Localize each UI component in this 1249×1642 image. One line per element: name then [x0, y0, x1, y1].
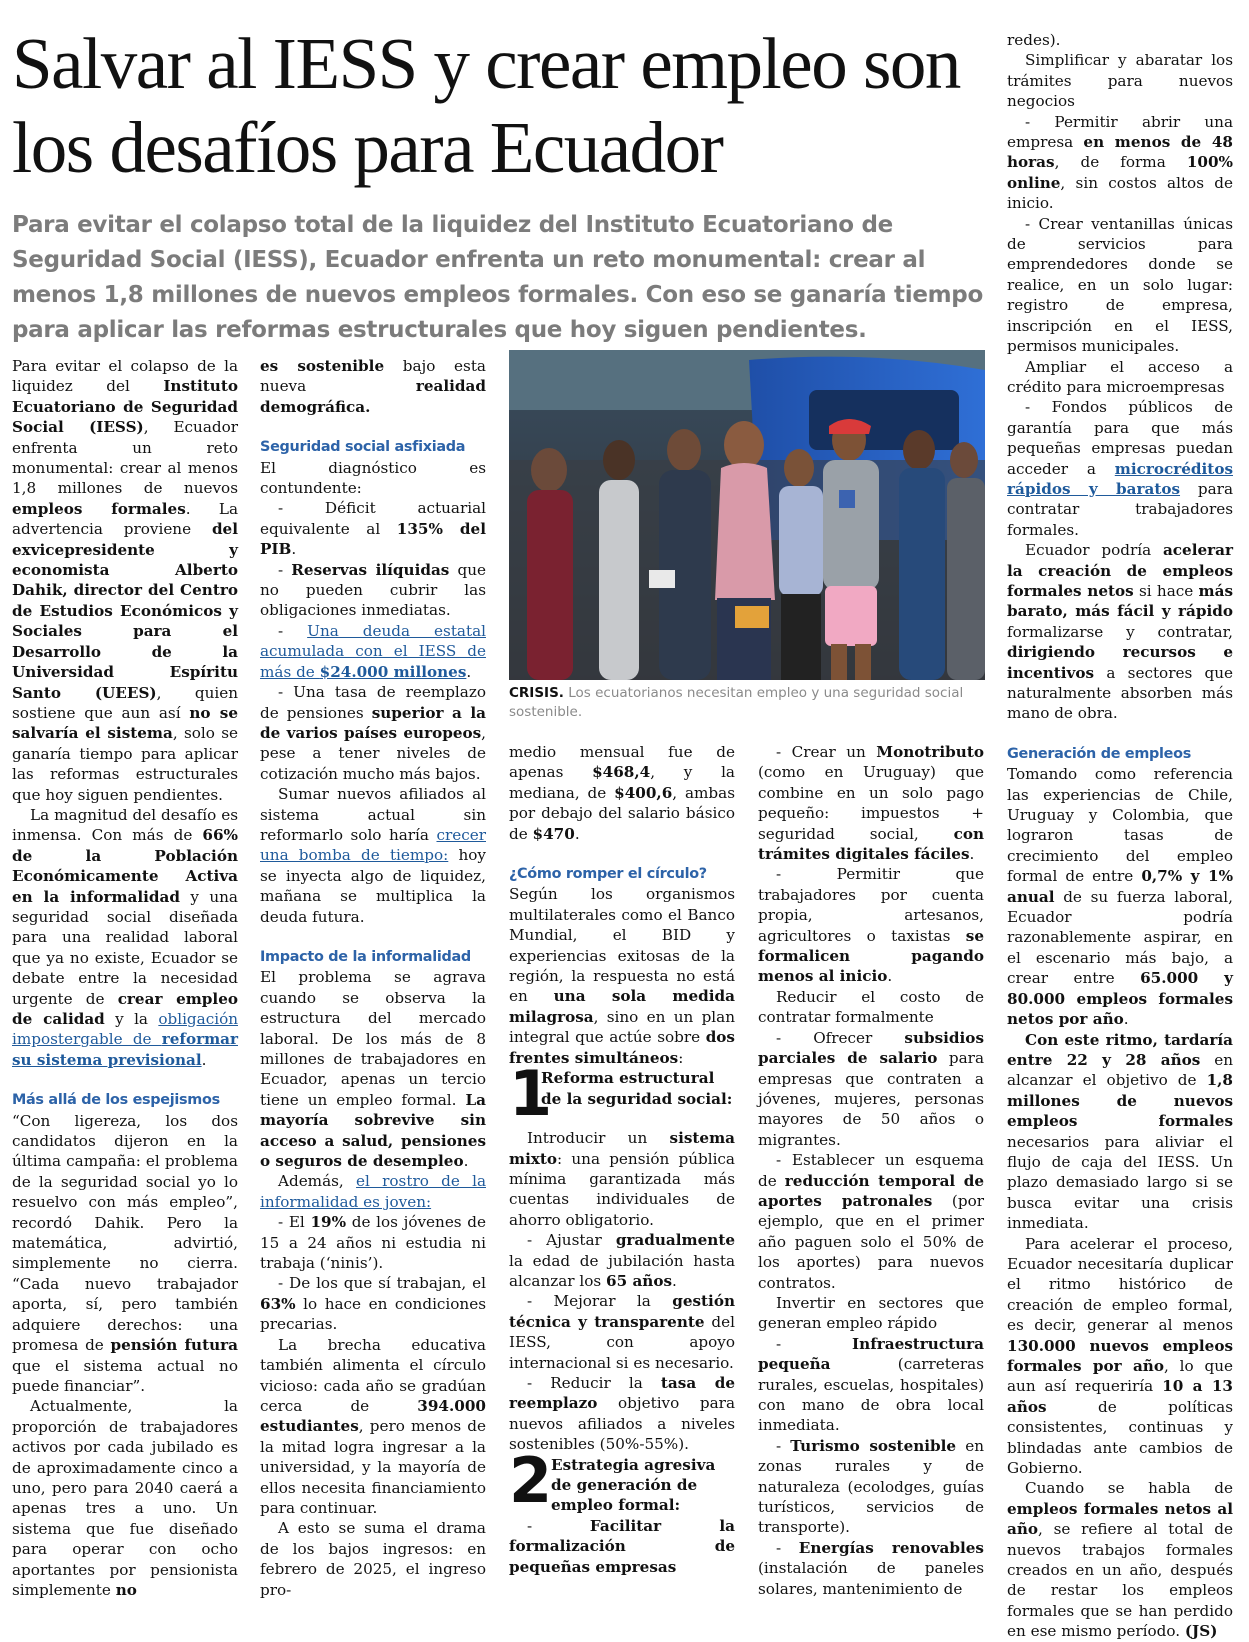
text-run: en zonas rurales y de naturaleza (ecolodges, guías turísticos, servicios de transporte). [758, 1436, 984, 1537]
paragraph [1007, 1234, 1233, 1479]
paragraph [509, 884, 735, 1068]
bold-text: 1,8 millones de nuevos empleos formales [1007, 1071, 1233, 1131]
text-run: Simplificar y abaratar los trámites para nuevos negocios [1007, 51, 1233, 111]
text-run: a sectores que naturalmente absorben más mano de obra. [1007, 663, 1233, 723]
text-run: - [527, 1516, 590, 1535]
headline: Salvar al IESS y crear empleo son los desafíos para Ecuador [12, 23, 960, 188]
paragraph [260, 458, 486, 499]
bold-text: Con este ritmo, tardaría entre 22 y 28 años [1007, 1030, 1233, 1069]
text-run: de su fuerza laboral, Ecuador podría razonablemente aspirar, en el escenario más bajo, a crear entre [1007, 887, 1233, 988]
text-run: . La advertencia proviene [12, 499, 239, 539]
bold-text: dirigiendo recursos e incentivos [1007, 643, 1233, 682]
bold-text: una sola medida milagrosa [509, 987, 735, 1026]
bold-text: más barato, más fácil y rápido [1007, 581, 1233, 621]
bold-text: con trámites digitales fáciles [758, 824, 984, 864]
text-run: La magnitud del desafío es inmensa. Con más de [12, 805, 238, 845]
paragraph [12, 805, 238, 1070]
inline-link[interactable]: el rostro de la informalidad es joven: [260, 1172, 486, 1211]
paragraph [260, 1171, 486, 1212]
bold-text: subsidios parciales de salario [758, 1028, 984, 1068]
numbered-heading-text: Reforma estructural de la seguridad social: [541, 1069, 733, 1108]
bullet-item [758, 742, 984, 864]
subheading: Seguridad social asfixiada [260, 439, 466, 456]
text-run: . [887, 967, 893, 986]
text-run: - Establecer un esquema de [758, 1151, 984, 1190]
text-run: lo hace en condiciones precarias. [260, 1294, 486, 1334]
subheading: Generación de empleos [1007, 745, 1191, 762]
text-run: - Crear un [776, 743, 877, 761]
bullet-item [758, 1028, 984, 1150]
text-run: medio mensual fue de apenas [509, 743, 735, 782]
text-run: que el sistema actual no puede financiar”. [12, 1356, 238, 1395]
bold-text: $468,4 [592, 763, 651, 782]
bullet-item [758, 1334, 984, 1436]
text-run: - Permitir que trabajadores por cuenta propia, artesanos, agricultores o taxistas [758, 865, 984, 945]
bullet-item [758, 1538, 984, 1599]
bold-text: empleos formales [12, 499, 186, 518]
bold-text: del exvicepresidente y economista Alberto Dahik, director del Centro de Estudios Económicos y Sociales para el Desarrollo de la Universidad Espíritu Santo (UEES) [12, 520, 238, 702]
article-column-1 [12, 356, 239, 1599]
paragraph [758, 987, 984, 1028]
photo-caption [509, 684, 985, 722]
crowd-photo-illustration [509, 350, 985, 680]
bold-text: Monotributo [876, 743, 984, 761]
text-run: , quien sostiene que aun así [12, 683, 238, 722]
inline-link-bold[interactable]: microcréditos rápidos y baratos [1007, 459, 1233, 498]
bold-text: acelerar la creación de empleos formales netos [1007, 541, 1233, 600]
text-run: - [776, 1538, 799, 1557]
text-run: . [463, 1152, 469, 1171]
text-run: del IESS, con apoyo internacional si es necesario. [509, 1312, 735, 1372]
bold-text: Facilitar la formalización de pequeñas empresas [509, 1516, 735, 1576]
text-run: , ambas por debajo del salario básico de [509, 783, 735, 843]
paragraph [1007, 50, 1233, 111]
text-run: Además, [278, 1172, 357, 1191]
bold-text: La mayoría sobrevive sin acceso a salud, pensiones o seguros de desempleo [260, 1090, 486, 1171]
text-run: si hace [1133, 581, 1199, 600]
text-run: de los jóvenes de 15 a 24 años ni estudia ni trabaja (‘ninis’). [260, 1213, 487, 1273]
text-run: , se refiere al total de nuevos trabajos formales creados en un año, después de restar los empleos formales que se han perdido en ese mismo período. [1007, 1520, 1233, 1641]
text-run: - De los que sí trabajan, el [278, 1274, 486, 1293]
text-run: . [672, 1271, 677, 1290]
paragraph [509, 1128, 735, 1230]
bold-text: gestión técnica y transparente [509, 1292, 735, 1331]
paragraph [260, 1518, 486, 1600]
text-run: Para acelerar el proceso, Ecuador necesitaría duplicar el ritmo histórico de creación de empleo formal, es decir, generar al menos [1007, 1234, 1233, 1335]
bullet-item [1007, 112, 1233, 214]
text-run: . [201, 1050, 207, 1069]
text-run: . [969, 845, 975, 864]
text-run: , lo que aun así requeriría [1007, 1357, 1233, 1396]
paragraph [260, 967, 486, 1171]
text-run: Para evitar el colapso de la liquidez del [12, 357, 238, 396]
text-run: Sumar nuevos afiliados al sistema actual sin reformarlo solo haría [260, 785, 486, 844]
text-run: “Con ligereza, los dos candidatos dijeron en la última campaña: el problema de la seguridad social yo lo resuelvo con más empleo”, recordó Dahik. Pero la matemática, advirtió, simplemente no cierra. “Cada nuevo trabajador aporta, sí, pero también adquiere derechos: una promesa de [12, 1111, 238, 1355]
text-run: : [678, 1048, 684, 1067]
text-run: . [466, 662, 472, 681]
text-run: - [776, 1436, 791, 1455]
bullet-item [758, 864, 984, 986]
text-run: bajo esta nueva [260, 357, 486, 396]
inline-link[interactable]: obligación impostergable de [12, 1010, 238, 1049]
bold-text: dos frentes simultáneos [509, 1028, 735, 1067]
bold-text: 65 años [606, 1271, 673, 1290]
paragraph [260, 356, 486, 417]
inline-link-bold[interactable]: reformar su sistema previsional [12, 1030, 238, 1069]
text-run: redes). [1007, 31, 1061, 49]
bullet-item [1007, 214, 1233, 357]
text-run: - Permitir abrir una empresa [1007, 112, 1233, 152]
bold-text: 19% [310, 1213, 347, 1232]
paragraph [260, 784, 486, 927]
text-run: que no pueden cubrir las obligaciones inmediatas. [260, 560, 486, 620]
bullet-item [758, 1436, 984, 1538]
text-run: . [574, 824, 580, 843]
text-run: . [1123, 1010, 1129, 1029]
article-column-2 [260, 356, 487, 1599]
article-column-3 [509, 742, 735, 1576]
text-run: , de forma [1054, 153, 1187, 172]
bold-text: 135% del PIB [260, 519, 486, 559]
text-run: , sino en un plan integral que actúe sobre [509, 1007, 735, 1047]
text-run: - Reducir la [527, 1373, 661, 1392]
text-run: formalizarse y contratar, [1007, 622, 1233, 641]
bold-text: Energías renovables [798, 1538, 984, 1557]
text-run: - [278, 621, 308, 640]
text-run: : una pensión pública mínima garantizada más cuentas individuales de ahorro obligatorio. [509, 1149, 735, 1229]
bold-text: Reservas ilíquidas [291, 560, 450, 579]
paragraph [1007, 540, 1233, 724]
bold-text: empleos formales netos al año [1007, 1499, 1233, 1539]
bold-text: realidad demográfica. [260, 377, 486, 416]
text-run: para contratar trabajadores formales. [1007, 479, 1233, 539]
text-run: , pese a tener niveles de cotización mucho más bajos. [260, 723, 486, 783]
text-run: Invertir en sectores que generan empleo rápido [758, 1293, 984, 1333]
subheading: Más allá de los espejismos [12, 1092, 220, 1109]
bold-text: 394.000 estudiantes [260, 1396, 486, 1436]
bullet-item [509, 1291, 735, 1373]
number-2: 2 [509, 1443, 553, 1517]
text-run: la edad de jubilación hasta alcanzar los [509, 1251, 735, 1290]
bold-text: superior a la de varios países europeos [260, 703, 486, 742]
paragraph [1007, 357, 1233, 398]
caption-label: CRISIS. [509, 685, 564, 701]
number-1: 1 [509, 1057, 553, 1131]
numbered-heading-1 [509, 1057, 735, 1131]
bold-text: pensión futura [110, 1336, 238, 1355]
text-run: - [776, 1334, 853, 1353]
text-run: Ecuador podría [1025, 541, 1163, 560]
inline-link[interactable]: Una deuda estatal acumulada con el IESS de más de [260, 621, 486, 681]
text-run: A esto se suma el drama de los bajos ingresos: en febrero de 2025, el ingreso pro- [260, 1519, 486, 1599]
text-run: en alcanzar el objetivo de [1007, 1050, 1233, 1090]
text-run: de políticas consistentes, continuas y blindadas ante cambios de Gobierno. [1007, 1397, 1233, 1478]
text-run: Ampliar el acceso a crédito para microempresas [1007, 357, 1233, 396]
paragraph [1007, 764, 1233, 1029]
bold-text: en menos de 48 horas [1007, 133, 1233, 172]
text-run: - Una tasa de reemplazo de pensiones [260, 683, 486, 722]
bold-text: sistema mixto [509, 1129, 735, 1168]
bold-text: $400,6 [614, 783, 673, 802]
text-run: y la [104, 1010, 159, 1028]
text-run: , y la mediana, de [509, 763, 735, 802]
text-run: El diagnóstico es contundente: [260, 458, 486, 498]
text-run: Reducir el costo de contratar formalmente [758, 987, 984, 1027]
subheading: Impacto de la informalidad [260, 948, 471, 965]
bold-text: $470 [532, 824, 575, 843]
article-column-5 [1007, 30, 1233, 1641]
bullet-item [260, 498, 486, 559]
text-run: hoy se inyecta algo de liquidez, mañana se multiplica la deuda futura. [260, 846, 486, 926]
bullet-item [509, 1230, 735, 1291]
bullet-item [260, 682, 486, 784]
text-run: - Fondos públicos de garantía para que más pequeñas empresas puedan acceder a [1007, 398, 1233, 478]
crowd-photo [509, 350, 985, 680]
bold-text: (JS) [1184, 1622, 1218, 1641]
bold-text: 100% online [1007, 153, 1233, 192]
text-run: El problema se agrava cuando se observa la estructura del mercado laboral. De los más de 8 millones de trabajadores en Ecuador, apenas un tercio tiene un empleo formal. [260, 968, 486, 1109]
bold-text: Infraestructura pequeña [758, 1334, 984, 1374]
text-run: - [278, 560, 292, 579]
bullet-item [758, 1150, 984, 1293]
bold-text: 66% de la Población Económicamente Activa en la informalidad [12, 826, 238, 906]
bold-text: reducción temporal de aportes patronales [758, 1171, 984, 1210]
subheading: ¿Cómo romper el círculo? [509, 866, 707, 883]
text-run: (instalación de paneles solares, mantenimiento de [758, 1559, 984, 1598]
numbered-heading-2 [509, 1443, 735, 1517]
bullet-item [260, 560, 486, 621]
deck-subtitle: Para evitar el colapso total de la liquidez del Instituto Ecuatoriano de Seguridad Social (IESS), Ecuador enfrenta un reto monumental: crear al menos 1,8 millones de nuevos empleos formales. Con eso se ganaría tiempo para aplicar las reformas estructurales que hoy siguen pendientes. [12, 212, 983, 343]
text-run: - Mejorar la [527, 1292, 673, 1311]
bullet-item [260, 1273, 486, 1334]
caption-text: Los ecuatorianos necesitan empleo y una seguridad social sostenible. [509, 685, 964, 720]
paragraph [260, 1335, 486, 1519]
bold-text: se formalicen pagando menos al inicio [758, 926, 984, 986]
text-run: necesarios para aliviar el flujo de caja del IESS. Un plazo demasiado largo si se busca evitar una crisis inmediata. [1007, 1132, 1233, 1233]
bullet-item [1007, 397, 1233, 540]
text-run: (carreteras rurales, escuelas, hospitales) con mano de obra local inmediata. [758, 1355, 984, 1435]
text-run: - Déficit actuarial equivalente al [260, 499, 486, 538]
bullet-item [260, 621, 486, 682]
text-run: Introducir un [527, 1129, 670, 1148]
inline-link-bold[interactable]: $24.000 millones [319, 662, 467, 681]
article-column-4 [758, 742, 984, 1598]
paragraph [12, 1111, 238, 1397]
bullet-item [260, 1212, 486, 1273]
paragraph [509, 742, 735, 844]
text-run: , Ecuador enfrenta un reto monumental: crear al menos 1,8 millones de nuevos [12, 418, 238, 498]
paragraph [1007, 30, 1233, 50]
bold-text: Turismo sostenible [790, 1436, 957, 1455]
text-run: . [291, 540, 297, 559]
text-run: y una seguridad social diseñada para una realidad laboral que ya no existe, Ecuador se debate entre la necesidad urgente de [12, 887, 238, 1008]
paragraph [758, 1293, 984, 1334]
bold-text: Instituto Ecuatoriano de Seguridad Social (IESS) [12, 377, 238, 437]
text-run: objetivo para nuevos afiliados a niveles sostenibles (50%-55%). [509, 1394, 735, 1454]
bold-text: es sostenible [260, 357, 385, 375]
text-run: - Crear ventanillas únicas de servicios para emprendedores donde se realice, en un solo lugar: registro de empresa, inscripción en el IESS, permisos municipales. [1007, 214, 1233, 356]
text-run: - Ofrecer [776, 1028, 905, 1047]
text-run: La brecha educativa también alimenta el círculo vicioso: cada año se gradúan cerca de [260, 1335, 486, 1415]
text-run: , solo se ganaría tiempo para aplicar las reformas estructurales que hoy siguen pendientes. [12, 724, 238, 804]
paragraph [12, 356, 238, 805]
text-run: , pero menos de la mitad logra ingresar a la universidad, y la mayoría de ellos necesita financiamiento para continuar. [260, 1417, 486, 1517]
bold-text: no [115, 1580, 137, 1599]
bold-text: tasa de reemplazo [509, 1373, 735, 1413]
text-run: Actualmente, la proporción de trabajadores activos por cada jubilado es de aproximadamente cinco a uno, pero para 2040 caerá a apenas tres a uno. Un sistema que fue diseñado para operar con ocho aportantes por pensionista simplemente [12, 1397, 238, 1599]
bold-text: gradualmente [615, 1231, 735, 1250]
text-run: (por ejemplo, que en el primer año paguen solo el 50% de los aportes) para nuevos contratos. [758, 1191, 984, 1292]
bold-text: 130.000 nuevos empleos formales por año [1007, 1336, 1233, 1375]
bold-text: 10 a 13 años [1007, 1377, 1233, 1416]
text-run: (como en Uruguay) que combine en un solo pago pequeño: impuestos + seguridad social, [758, 763, 984, 843]
text-run: Según los organismos multilaterales como el Banco Mundial, el BID y experiencias exitosas de la región, la respuesta no está en [509, 885, 735, 1006]
paragraph [1007, 1478, 1233, 1641]
bold-text: crear empleo de calidad [12, 989, 238, 1028]
paragraph [1007, 1030, 1233, 1234]
inline-link[interactable]: crecer una bomba de tiempo: [260, 825, 486, 865]
text-run: Tomando como referencia las experiencias de Chile, Uruguay y Colombia, que lograron tasas de crecimiento del empleo formal de entre [1007, 765, 1233, 886]
bold-text: no se salvaría el sistema [12, 703, 238, 743]
bold-text: 63% [260, 1294, 296, 1313]
bullet-item [509, 1373, 735, 1455]
bold-text: 65.000 y 80.000 empleos formales netos por año [1007, 969, 1233, 1029]
text-run: - El [278, 1213, 311, 1232]
bullet-item [509, 1516, 735, 1577]
paragraph [12, 1396, 238, 1600]
text-run: Cuando se habla de [1025, 1479, 1233, 1498]
text-run: , sin costos altos de inicio. [1007, 173, 1233, 213]
bold-text: 0,7% y 1% anual [1007, 867, 1233, 906]
text-run: - Ajustar [527, 1231, 616, 1250]
text-run: para empresas que contraten a jóvenes, mujeres, personas mayores de 50 años o migrantes. [758, 1049, 984, 1149]
numbered-heading-text: Estrategia agresiva de generación de empleo formal: [551, 1455, 716, 1515]
